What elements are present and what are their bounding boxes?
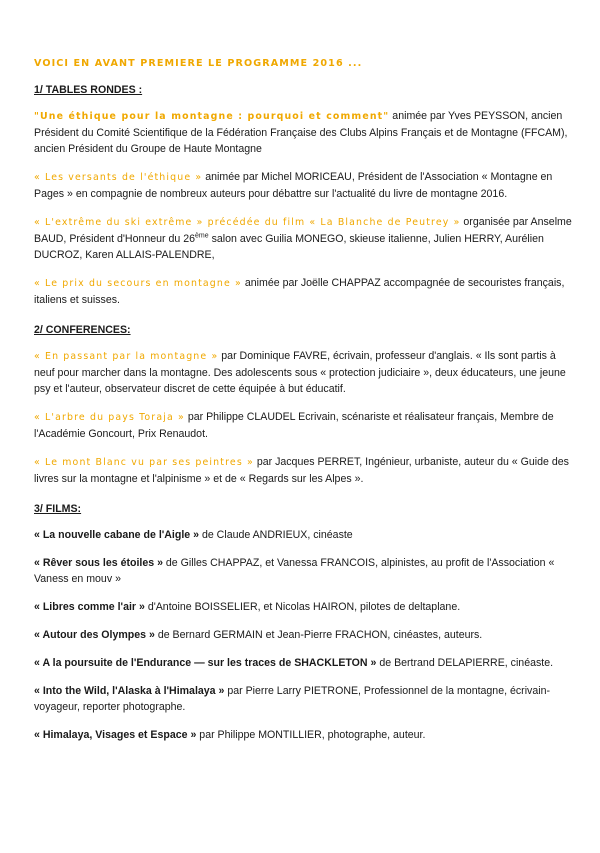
program-document: [34, 58, 574, 755]
section-title-tables-rondes: 1/ TABLES RONDES :: [34, 84, 143, 96]
tables-rondes-item-text: animée par Michel MORICEAU, Président de l'Association « Montagne en Pages » en compagnie de nombreux auteurs pour débattre sur l'actualité du livre de montagne 2016.: [34, 171, 553, 200]
conference-item: [34, 348, 574, 397]
tables-rondes-item-highlight: "Une éthique pour la montagne : pourquoi et comment": [34, 111, 390, 122]
film-title: « La nouvelle cabane de l'Aigle »: [34, 529, 200, 541]
film-credits: de Gilles CHAPPAZ, et Vanessa FRANCOIS, alpinistes, au profit de l'Association « Vaness en mouv »: [34, 557, 555, 585]
film-item: [34, 683, 574, 715]
film-item: [34, 599, 574, 615]
film-title: « Rêver sous les étoiles »: [34, 557, 163, 569]
conference-item-text: par Dominique FAVRE, écrivain, professeur d'anglais. « Ils sont partis à neuf pour marcher dans la montagne. Des adolescents sous « protection judiciaire », deux éducateurs, une jeune psy et l'auteur, observateur discret de cette équipée à but éducatif.: [34, 350, 566, 395]
conference-item-highlight: « L'arbre du pays Toraja »: [34, 412, 185, 423]
film-title: « Autour des Olympes »: [34, 629, 155, 641]
conference-item-highlight: « En passant par la montagne »: [34, 351, 219, 362]
tables-rondes-item-text: organisée par Anselme BAUD, Président d'Honneur du 26: [34, 216, 572, 245]
tables-rondes-item: [34, 275, 574, 308]
conference-item: [34, 454, 574, 487]
conference-item-text: par Jacques PERRET, Ingénieur, urbaniste, auteur du « Guide des livres sur la montagne et l'alpinisme » et de « Regards sur les Alpes ».: [34, 456, 569, 485]
film-item: [34, 627, 574, 643]
tables-rondes-item-text: animée par Joëlle CHAPPAZ accompagnée de secouristes français, italiens et suisses.: [34, 277, 565, 306]
film-item: [34, 727, 574, 743]
tables-rondes-item: [34, 214, 574, 263]
film-title: « Into the Wild, l'Alaska à l'Himalaya »: [34, 685, 225, 697]
conference-item: [34, 409, 574, 442]
film-credits: de Bertrand DELAPIERRE, cinéaste.: [376, 657, 554, 669]
film-credits: par Philippe MONTILLIER, photographe, auteur.: [196, 729, 426, 741]
tables-rondes-item: [34, 169, 574, 202]
section-title-conferences: 2/ CONFERENCES:: [34, 324, 131, 336]
film-title: « Himalaya, Visages et Espace »: [34, 729, 197, 741]
conference-item-highlight: « Le mont Blanc vu par ses peintres »: [34, 457, 254, 468]
film-credits: de Bernard GERMAIN et Jean-Pierre FRACHON, cinéastes, auteurs.: [154, 629, 483, 641]
film-item: [34, 527, 574, 543]
tables-rondes-item-highlight: « Les versants de l'éthique »: [34, 172, 203, 183]
film-item: [34, 655, 574, 671]
film-credits: d'Antoine BOISSELIER, et Nicolas HAIRON, pilotes de deltaplane.: [144, 601, 461, 613]
film-title: « A la poursuite de l'Endurance — sur les traces de SHACKLETON »: [34, 657, 377, 669]
ordinal-superscript: ème: [195, 232, 209, 240]
film-title: « Libres comme l'air »: [34, 601, 145, 613]
tables-rondes-item-highlight: « Le prix du secours en montagne »: [34, 278, 242, 289]
tables-rondes-item: [34, 108, 574, 157]
conference-item-text: par Philippe CLAUDEL Ecrivain, scénariste et réalisateur français, Membre de l'Académie Goncourt, Prix Renaudot.: [34, 411, 554, 440]
film-credits: par Pierre Larry PIETRONE, Professionnel de la montagne, écrivain-voyageur, reporter photographe.: [34, 685, 551, 713]
tables-rondes-item-text: animée par Yves PEYSSON, ancien Président du Comité Scientifique de la Fédération Française des Clubs Alpins Français et de Montagne (FFCAM), ancien Président du Groupe de Haute Montagne: [34, 110, 568, 155]
section-title-films: 3/ FILMS:: [34, 503, 82, 515]
tables-rondes-item-text-continued: salon avec Guilia MONEGO, skieuse italienne, Julien HERRY, Aurélien DUCROZ, Karen ALLAIS-PALENDRE,: [34, 233, 544, 261]
program-heading: VOICI EN AVANT PREMIERE LE PROGRAMME 2016 ...: [34, 58, 363, 69]
tables-rondes-item-highlight: « L'extrême du ski extrême » précédée du film « La Blanche de Peutrey »: [34, 217, 461, 228]
film-item: [34, 555, 574, 587]
film-credits: de Claude ANDRIEUX, cinéaste: [199, 529, 353, 541]
